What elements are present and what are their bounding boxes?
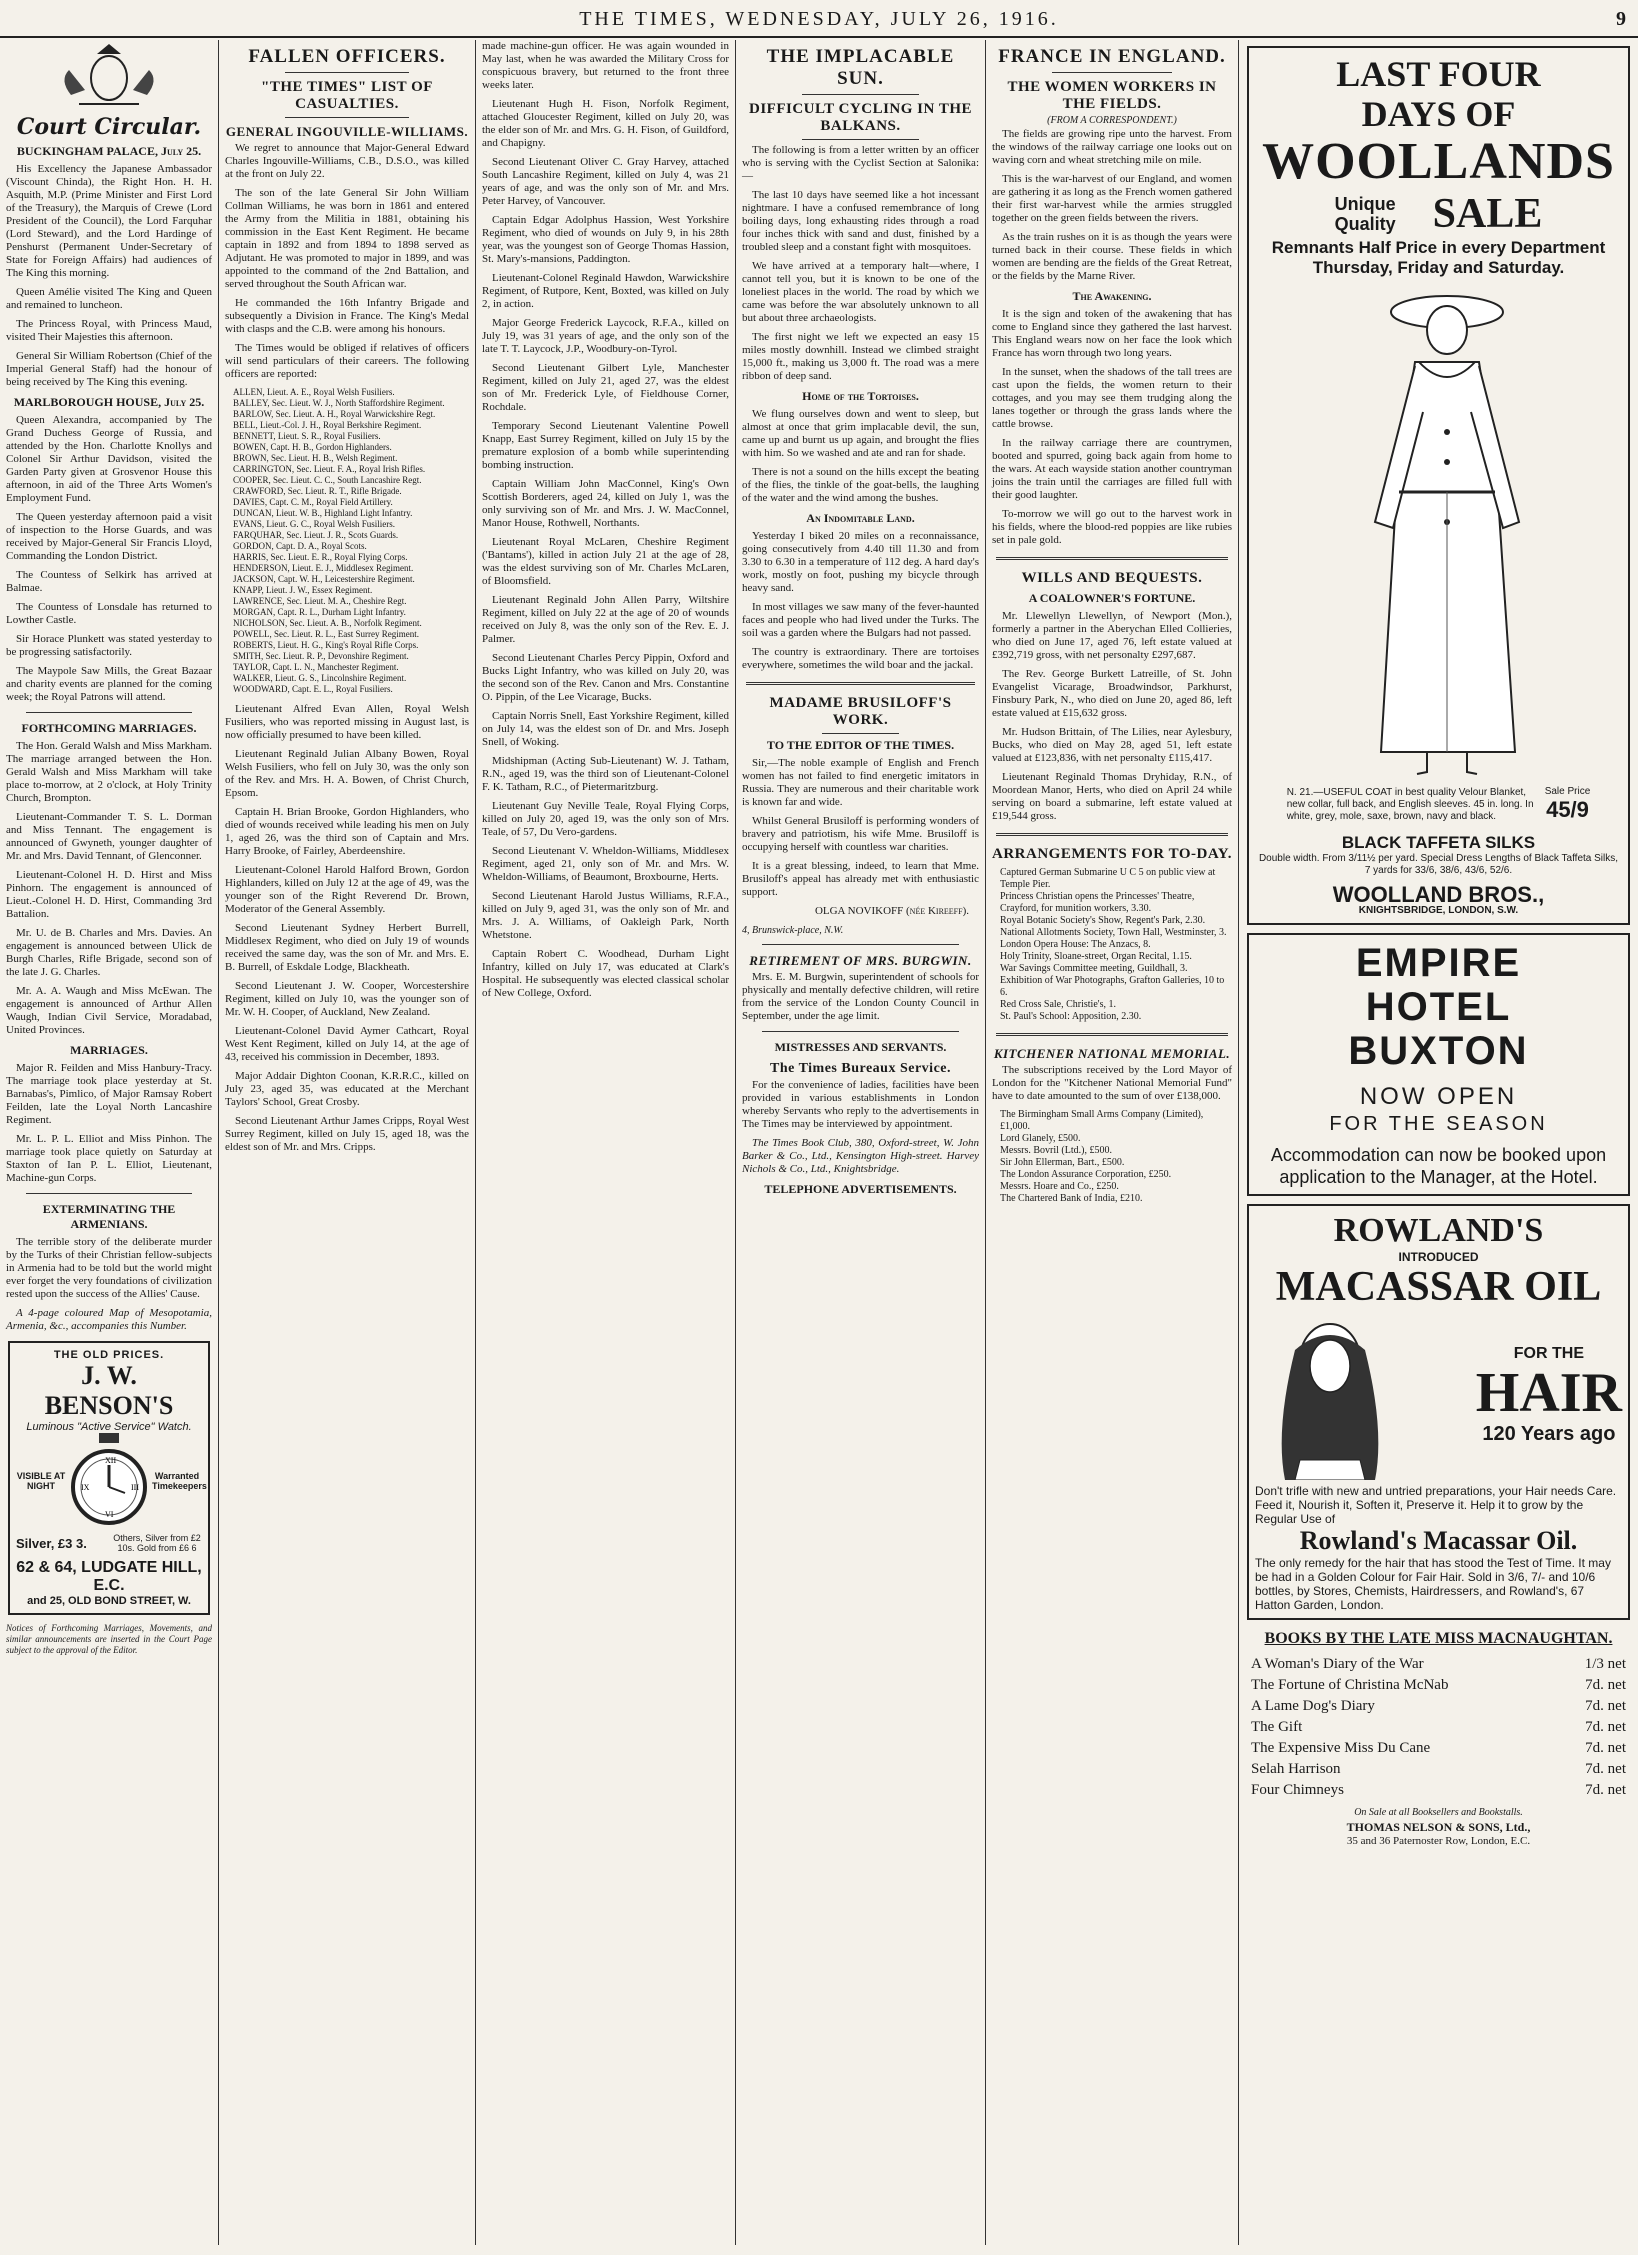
ad-years-ago: 120 Years ago <box>1482 1422 1616 1445</box>
paragraph: Queen Amélie visited The King and Queen and remained to luncheon. <box>6 286 212 311</box>
ad-address-2: and 25, OLD BOND STREET, W. <box>27 1595 191 1607</box>
paragraph: Second Lieutenant V. Wheldon-Williams, Middlesex Regiment, aged 21, only son of Mr. and Mrs. W. Wheldon-Williams, of Beaumont, Broxbourne, Herts. <box>482 845 729 883</box>
arrangements-heading: ARRANGEMENTS FOR TO-DAY. <box>992 846 1232 862</box>
ad-remnants: Remnants Half Price in every Department Thursday, Friday and Saturday. <box>1271 238 1606 277</box>
column-implacable-sun <box>736 40 985 2245</box>
paragraph: Captain Robert C. Woodhead, Durham Light Infantry, killed on July 17, was educated at Clark's Hospital. He subsequently was elected classical scholar of New College, Oxford. <box>482 948 729 999</box>
paragraph: Midshipman (Acting Sub-Lieutenant) W. J. Tatham, R.N., aged 19, was the third son of Lieutenant-Colonel F. K. Tatham, R.C., of Pietermaritzburg. <box>482 755 729 793</box>
paragraph: Mrs. E. M. Burgwin, superintendent of schools for physically and mentally defective children, will retire from the service of the London County Council in September, under the age limit. <box>742 971 979 1022</box>
paragraph: Second Lieutenant Gilbert Lyle, Manchester Regiment, killed on July 21, aged 27, was the eldest son of Mr. Frederick Lyle, of Fieldhouse Corner, Rochdale. <box>482 362 729 413</box>
paragraph: His Excellency the Japanese Ambassador (Viscount Chinda), the Right Hon. H. H. Asquith, M.P. (Prime Minister and First Lord of the Treasury), the Marquis of Crewe (Lord President of the Council), the Lord Farquhar (Lord Steward), and the Lord Hardinge of Penshurst (Permanent Under-Secretary of State for Foreign Affairs) had audiences of The King this morning. <box>6 163 212 279</box>
paragraph: We flung ourselves down and went to sleep, but almost at once that grim implacable devil, the sun, came up and burnt us up again, and brought the flies with him. So we washed and ate and ran for shade. <box>742 408 979 459</box>
paragraph: Lieutenant-Colonel Reginald Hawdon, Warwickshire Regiment, of Rutpore, Kent, Boxted, was killed on July 2, in action. <box>482 272 729 310</box>
ad-silver-price: Silver, £3 3. <box>16 1535 87 1551</box>
wills-heading: WILLS AND BEQUESTS. <box>1021 570 1203 586</box>
armenians-heading: EXTERMINATING THE ARMENIANS. <box>42 1202 176 1231</box>
ad-coat-description: N. 21.—USEFUL COAT in best quality Velour Blanket, new collar, full back, and English sleeves. 45 in. long. In white, grey, mole, saxe, brown, navy and black. <box>1286 787 1534 822</box>
notice-footnote: Notices of Forthcoming Marriages, Movements, and similar announcements are inserted in the Court Page subject to the approval of the Editor. <box>6 1623 212 1655</box>
paragraph: We regret to announce that Major-General Edward Charles Ingouville-Williams, C.B., D.S.O., was killed at the front on July 22. <box>225 142 469 180</box>
paragraph: The Countess of Lonsdale has returned to Lowther Castle. <box>6 601 212 626</box>
paragraph: Second Lieutenant Sydney Herbert Burrell, Middlesex Regiment, who died on July 19 of wounds received the same day, was the son of Mr. and Mrs. E. B. Burrell, of Eskdale Lodge, Blackheath. <box>225 922 469 973</box>
paragraph: Second Lieutenant J. W. Cooper, Worcestershire Regiment, killed on July 10, was the younger son of Mr. W. H. Cooper, of Auckland, New Zealand. <box>225 980 469 1018</box>
retirement-heading: RETIREMENT OF MRS. BURGWIN. <box>749 953 972 968</box>
book-row <box>1251 1780 1626 1801</box>
paragraph: Lieutenant Guy Neville Teale, Royal Flying Corps, killed on July 20, aged 19, was the only son of Mrs. Teale, of 57, Du Vero-gardens. <box>482 800 729 838</box>
paragraph: Captain H. Brian Brooke, Gordon Highlanders, who died of wounds received while leading his men on July 1, aged 26, was the third son of Captain and Mrs. Harry Brooke, of Fairley, Aberdeenshire. <box>225 806 469 857</box>
svg-text:XII: XII <box>105 1456 117 1465</box>
paragraph: Lieutenant Alfred Evan Allen, Royal Welsh Fusiliers, who was reported missing in August last, is now officially presumed to have been killed. <box>225 703 469 741</box>
woollands-sale-ad <box>1247 46 1630 925</box>
paragraph: Sir Horace Plunkett was stated yesterday to be progressing satisfactorily. <box>6 633 212 658</box>
paragraph: Lieutenant-Colonel H. D. Hirst and Miss Pinhorn. The engagement is announced of Lieut.-Colonel H. D. Hirst, Commanding 3rd Battalion. <box>6 869 212 920</box>
column-advertisements <box>1239 40 1638 2245</box>
book-title: Selah Harrison <box>1251 1761 1341 1777</box>
paragraph: Lieutenant Hugh H. Fison, Norfolk Regiment, attached Gloucester Regiment, killed on July 20, was the elder son of Mr. and Mrs. G. H. Fison, of Guildford, and Chapigny. <box>482 98 729 149</box>
paragraph: Mr. U. de B. Charles and Mrs. Davies. An engagement is announced between Ulick de Burgh Charles, Rifle Brigade, second son of the late J. G. Charles. <box>6 927 212 978</box>
book-title: The Gift <box>1251 1719 1303 1735</box>
column-france-in-england <box>986 40 1238 2245</box>
letter-address: 4, Brunswick-place, N.W. <box>742 925 844 936</box>
publisher-address: 35 and 36 Paternoster Row, London, E.C. <box>1346 1835 1531 1847</box>
paragraph: Second Lieutenant Harold Justus Williams, R.F.A., killed on July 9, aged 31, was the only son of Mr. and Mrs. J. A. Williams, of Oakleigh Park, North Whetstone. <box>482 890 729 941</box>
ad-buxton: BUXTON <box>1348 1029 1529 1073</box>
royal-crest-icon <box>49 40 169 110</box>
telephone-ads-heading: TELEPHONE ADVERTISEMENTS. <box>764 1182 957 1196</box>
letter-signature: OLGA NOVIKOFF (née Kireeff). <box>814 905 969 917</box>
ad-coat-price: 45/9 <box>1546 797 1589 822</box>
paragraph: Major George Frederick Laycock, R.F.A., killed on July 19, was 31 years of age, and the only son of the late T. T. Laycock, J.P., Woodbury-on-Tyrol. <box>482 317 729 355</box>
paragraph: The Times Book Club, 380, Oxford-street, W. John Barker & Co., Ltd., Kensington High-street. Harvey Nichols & Co., Ltd., Knightsbridge. <box>742 1137 979 1175</box>
indomitable-land-heading: An Indomitable Land. <box>806 511 915 525</box>
officers-list: ALLEN, Lieut. A. E., Royal Welsh Fusiliers. BALLEY, Sec. Lieut. W. J., North Staffordshire Regiment. BARLOW, Sec. Lieut. A. H., Royal Warwickshire Regt. BELL, Lieut.-Col. J. H., Royal Berkshire Regiment. BENNETT, Lieut. S. R., Royal Fusiliers. BOWEN, Capt. H. B., Gordon Highlanders. BROWN, Sec. Lieut. H. B., Welsh Regiment. CARRINGTON, Sec. Lieut. F. A., Royal Irish Rifles. COOPER, Sec. Lieut. C. C., South Lancashire Regt. CRAWFORD, Sec. Lieut. R. T., Rifle Brigade. DAVIES, Capt. C. M., Royal Field Artillery. DUNCAN, Lieut. W. B., Highland Light Infantry. EVANS, Lieut. G. C., Royal Welsh Fusiliers. FARQUHAR, Sec. Lieut. J. R., Scots Guards. GORDON, Capt. D. A., Royal Scots. HARRIS, Sec. Lieut. E. R., Royal Flying Corps. HENDERSON, Lieut. E. J., Middlesex Regiment. JACKSON, Capt. W. H., Leicestershire Regiment. KNAPP, Lieut. J. W., Essex Regiment. LAWRENCE, Sec. Lieut. M. A., Cheshire Regt. MORGAN, Capt. R. L., Durham Light Infantry. NICHOLSON, Sec. Lieut. A. B., Norfolk Regiment. POWELL, Sec. Lieut. R. L., East Surrey Regiment. ROBERTS, Lieut. H. G., King's Royal Rifle Corps. SMITH, Sec. Lieut. R. P., Devonshire Regiment. TAYLOR, Capt. L. N., Manchester Regiment. WALKER, Lieut. G. S., Lincolnshire Regiment. WOODWARD, Capt. E. L., Royal Fusiliers. <box>233 387 445 694</box>
ad-empire: EMPIRE <box>1355 941 1522 985</box>
book-price: 7d. net <box>1585 1761 1626 1777</box>
paragraph: Lieutenant Royal McLaren, Cheshire Regiment ('Bantams'), killed in action July 21 at the age of 28, was the eldest surviving son of Mr. Charles McLaren, of Bloomsfield. <box>482 536 729 587</box>
ad-hair: HAIR <box>1475 1361 1622 1424</box>
paragraph: Lieutenant Reginald Thomas Dryhiday, R.N., of Moordean Manor, Herts, who died on April 24 while serving on board a submarine, left estate valued at £19,544 gross. <box>992 771 1232 822</box>
marriages-heading: MARRIAGES. <box>70 1043 148 1057</box>
paragraph: Second Lieutenant Oliver C. Gray Harvey, attached South Lancashire Regiment, killed on July 4, was 21 years of age, and was the only son of Mr. and Mrs. Peter Harvey, of Vancouver. <box>482 156 729 207</box>
ad-visible-label: VISIBLE AT NIGHT <box>16 1471 66 1491</box>
page-number: 9 <box>1616 8 1626 30</box>
paragraph: It is a great blessing, indeed, to learn that Mme. Brusiloff's appeal has already met with enthusiastic support. <box>742 860 979 898</box>
ad-now-open: NOW OPEN <box>1359 1083 1518 1110</box>
paragraph: For the convenience of ladies, facilities have been provided in various establishments in London whereby Servants who reply to the advertisements in The Times may be interviewed by appointment. <box>742 1079 979 1130</box>
court-circular-heading: Court Circular. <box>16 114 202 140</box>
publisher-name: THOMAS NELSON & SONS, Ltd., <box>1346 1820 1531 1834</box>
ad-rowlands-text: Don't trifle with new and untried preparations, your Hair needs Care. Feed it, Nourish it, Soften it, Preserve it. Help it to grow by the Regular Use of <box>1255 1484 1617 1526</box>
paragraph: Yesterday I biked 20 miles on a reconnaissance, going consecutively from 4.40 till 11.30 and from 3.30 to 6.30 in a temperature of 112 deg. A hard day's work, mostly on foot, pushing my bicycle through heavy sand. <box>742 530 979 594</box>
paragraph: Lieutenant-Colonel David Aymer Cathcart, Royal West Kent Regiment, killed on July 14, at the age of 43, received his commission in December, 1893. <box>225 1025 469 1063</box>
paragraph: General Sir William Robertson (Chief of the Imperial General Staff) had the honour of being received by The King this evening. <box>6 350 212 388</box>
subscriptions-list: The Birmingham Small Arms Company (Limited), £1,000. Lord Glanely, £500. Messrs. Bovril (Ltd.), £500. Sir John Ellerman, Bart., £500. The London Assurance Corporation, £250. Messrs. Hoare and Co., £250. The Chartered Bank of India, £210. <box>1000 1109 1204 1204</box>
brusiloff-heading: MADAME BRUSILOFF'S WORK. <box>769 695 952 728</box>
lady-with-long-hair-illustration-icon <box>1255 1310 1405 1480</box>
paragraph: Lieutenant Reginald Julian Albany Bowen, Royal Welsh Fusiliers, who fell on July 30, was the only son of the Rev. and Mrs. H. A. Bowen, of Christ Church, Epsom. <box>225 748 469 799</box>
book-title: A Lame Dog's Diary <box>1251 1698 1375 1714</box>
book-title: The Expensive Miss Du Cane <box>1251 1740 1431 1756</box>
paragraph: The country is extraordinary. There are tortoises everywhere, sometimes the wild boar and the jackal. <box>742 646 979 671</box>
cycling-subheading: DIFFICULT CYCLING IN THE BALKANS. <box>748 101 973 134</box>
paragraph: As the train rushes on it is as though the years were turned back in their course. These fields in which women are bending are the fields of the Great Retreat, or the fields by the Marne River. <box>992 231 1232 282</box>
book-price: 7d. net <box>1585 1740 1626 1756</box>
rowlands-macassar-ad <box>1247 1204 1630 1620</box>
book-row <box>1251 1675 1626 1696</box>
paragraph: The following is from a letter written by an officer who is serving with the Cyclist Section at Salonika:— <box>742 144 979 182</box>
paragraph: Captain Edgar Adolphus Hassion, West Yorkshire Regiment, who died of wounds on July 9, in his 28th year, was the youngest son of George Thomas Hassion, St. Mary's-mansions, Paddington. <box>482 214 729 265</box>
column-officers-continued <box>476 40 735 2245</box>
paragraph: The Times would be obliged if relatives of officers will send particulars of their careers. The following officers are reported: <box>225 342 469 380</box>
buckingham-heading: BUCKINGHAM PALACE, July 25. <box>16 144 202 158</box>
paragraph: The first night we left we expected an easy 15 miles mostly downhill. Instead we climbed straight 15,000 ft., making us 3,000 ft. The road was a mere ribbon of deep sand. <box>742 331 979 382</box>
ad-taffeta-heading: BLACK TAFFETA SILKS <box>1341 833 1536 852</box>
paragraph: Lieutenant Reginald John Allen Parry, Wiltshire Regiment, killed on July 22 at the age of 20 of wounds received on July 8, was the only son of the Rev. E. J. Palmer. <box>482 594 729 645</box>
book-row <box>1251 1738 1626 1759</box>
france-heading: FRANCE IN ENGLAND. <box>998 46 1226 67</box>
ad-other-prices: Others, Silver from £2 10s. Gold from £6 6 <box>113 1533 201 1553</box>
book-price: 7d. net <box>1585 1719 1626 1735</box>
ad-brand: J. W. BENSON'S <box>44 1361 174 1420</box>
ad-for-the-season: FOR THE SEASON <box>1329 1113 1548 1135</box>
casualties-subheading: "THE TIMES" LIST OF CASUALTIES. <box>261 79 433 112</box>
paragraph: The Princess Royal, with Princess Maud, visited Their Majesties this afternoon. <box>6 318 212 343</box>
paragraph: made machine-gun officer. He was again wounded in May last, when he was awarded the Military Cross for conspicuous bravery, but returned to the front three weeks later. <box>482 40 729 91</box>
paragraph: Mr. A. A. Waugh and Miss McEwan. The engagement is announced of Arthur Allen Waugh, Indian Civil Service, Moradabad, United Provinces. <box>6 985 212 1036</box>
coalowner-subheading: A COALOWNER'S FORTUNE. <box>1028 591 1196 605</box>
svg-text:VI: VI <box>105 1510 114 1519</box>
ad-hotel: HOTEL <box>1365 985 1512 1029</box>
editor-letter-heading: TO THE EDITOR OF THE TIMES. <box>766 738 955 752</box>
mistresses-heading: MISTRESSES AND SERVANTS. <box>774 1040 947 1054</box>
paragraph: The Maypole Saw Mills, the Great Bazaar and charity events are planned for the coming week; the Royal Patrons will attend. <box>6 665 212 703</box>
women-workers-subheading: THE WOMEN WORKERS IN THE FIELDS. <box>1007 79 1217 112</box>
book-price: 7d. net <box>1585 1782 1626 1798</box>
correspondent-byline: (FROM A CORRESPONDENT.) <box>1047 115 1177 126</box>
column-court-circular <box>0 40 218 2245</box>
paragraph: The fields are growing ripe unto the harvest. From the windows of the railway carriage one looks out on waving corn and wheat stretching mile on mile. <box>992 128 1232 166</box>
paragraph: He commanded the 16th Infantry Brigade and subsequently a Division in France. The King's Medal with clasps and the C.B. were among his honours. <box>225 297 469 335</box>
paragraph: A 4-page coloured Map of Mesopotamia, Armenia, &c., accompanies this Number. <box>6 1307 212 1332</box>
paragraph: We have arrived at a temporary halt—where, I cannot tell you, but it is known to be one of the loneliest places in the world. The road by which we came was before the war absolutely unknown to all but about three archaeologists. <box>742 260 979 324</box>
ad-address-1: 62 & 64, LUDGATE HILL, E.C. <box>16 1559 202 1594</box>
books-heading: BOOKS BY THE LATE MISS MACNAUGHTAN. <box>1264 1630 1613 1647</box>
paragraph: In most villages we saw many of the fever-haunted faces and people who had lived under the Turks. The soil was a garden where the Bulgars had not passed. <box>742 601 979 639</box>
book-price: 7d. net <box>1585 1677 1626 1693</box>
paragraph: Lieutenant-Colonel Harold Halford Brown, Gordon Highlanders, killed on July 12 at the age of 49, was the younger son of the Right Reverend Dr. Brown, Moderator of the General Assembly. <box>225 864 469 915</box>
paragraph: The Rev. George Burkett Latreille, of St. John Evangelist Vicarage, Broadwindsor, Parkhurst, Finsbury Park, N., who died on June 20, aged 86, left estate valued at £15,632 gross. <box>992 668 1232 719</box>
ad-introduced: INTRODUCED <box>1398 1250 1479 1264</box>
paragraph: Captain William John MacConnel, King's Own Scottish Borderers, aged 24, killed on July 1, was the only surviving son of Mr. and Mrs. J. W. MacConnel, Manor House, Rothwell, Northants. <box>482 478 729 529</box>
paragraph: Second Lieutenant Arthur James Cripps, Royal West Surrey Regiment, killed on July 15, aged 18, was the eldest son of Mr. and Mrs. Cripps. <box>225 1115 469 1153</box>
bureaux-subheading: The Times Bureaux Service. <box>770 1061 951 1076</box>
paragraph: Lieutenant-Commander T. S. L. Dorman and Miss Tennant. The engagement is announced of Gwyneth, younger daughter of Mr. and Mrs. David Tennant, of Glenconner. <box>6 811 212 862</box>
ad-sale-word: SALE <box>1432 191 1543 237</box>
column-fallen-officers <box>219 40 475 2245</box>
general-heading: GENERAL INGOUVILLE-WILLIAMS. <box>225 124 469 139</box>
benson-watch-ad <box>8 1341 210 1615</box>
ad-for-the: FOR THE <box>1513 1344 1584 1362</box>
paragraph: Mr. L. P. L. Elliot and Miss Pinhon. The marriage took place quietly on Saturday at Staxton of Ian P. L. Elliot, Lieutenant, Machine-gun Corps. <box>6 1133 212 1184</box>
book-price: 1/3 net <box>1584 1656 1626 1672</box>
ad-last-four: LAST FOUR <box>1336 54 1541 94</box>
ad-warranted-label: Warranted Timekeepers <box>152 1471 207 1491</box>
paragraph: Sir,—The noble example of English and French women has not failed to find energetic imitators in Russia. They are numerous and their charitable work is known far and wide. <box>742 757 979 808</box>
ad-woollands-bros: WOOLLAND BROS., <box>1332 882 1545 907</box>
ad-woollands-brand: WOOLLANDS <box>1262 133 1615 190</box>
book-row <box>1251 1759 1626 1780</box>
paragraph: The last 10 days have seemed like a hot incessant nightmare. I have a confused remembrance of long boiling days, long exhausting rides through a road four inches thick with sand and dust, finished by a troubled sleep and a constant fight with mosquitoes. <box>742 189 979 253</box>
ad-rowlands-text-2: The only remedy for the hair that has stood the Test of Time. It may be had in a Golden Colour for Fair Hair. Sold in 3/6, 7/- and 10/6 bottles, by Stores, Chemists, Hairdressers, and Rowland's, 67 Hatton Garden, London. <box>1255 1556 1611 1612</box>
paragraph: There is not a sound on the hills except the beating of the flies, the tinkle of the goat-bells, the laughing of the water and the wind among the bushes. <box>742 466 979 504</box>
paragraph: The Countess of Selkirk has arrived at Balmae. <box>6 569 212 594</box>
paragraph: It is the sign and token of the awakening that has come to England since they gathered the last harvest. This England wears now on her face the look which France has worn through two long years. <box>992 308 1232 359</box>
book-title: A Woman's Diary of the War <box>1251 1656 1424 1672</box>
paragraph: Captain Norris Snell, East Yorkshire Regiment, killed on July 14, was the eldest son of Dr. and Mrs. Joseph Snell, of Woking. <box>482 710 729 748</box>
awakening-heading: The Awakening. <box>1072 289 1152 303</box>
books-on-sale: On Sale at all Booksellers and Bookstalls. <box>1354 1807 1523 1818</box>
ad-woollands-address: KNIGHTSBRIDGE, LONDON, S.W. <box>1358 905 1519 916</box>
svg-text:III: III <box>131 1483 139 1492</box>
forthcoming-marriages-heading: FORTHCOMING MARRIAGES. <box>21 721 197 735</box>
fallen-officers-heading: FALLEN OFFICERS. <box>248 46 446 67</box>
ad-rowlands-product: Rowland's Macassar Oil. <box>1299 1526 1578 1555</box>
paragraph: The terrible story of the deliberate murder by the Turks of their Christian fellow-subjects in Armenia had to be told but the world might ever forget the very foundations of civilization rested upon the success of the Allies' Cause. <box>6 1236 212 1300</box>
ad-rowlands: ROWLAND'S <box>1333 1212 1544 1249</box>
paragraph: The Queen yesterday afternoon paid a visit of inspection to the Horse Guards, and was received by Major-General Sir Francis Lloyd, Commanding the London District. <box>6 511 212 562</box>
paragraph: Queen Alexandra, accompanied by The Grand Duchess George of Russia, and attended by the Hon. Charlotte Knollys and Colonel Sir Arthur Davidson, visited the Garden Party given at Grosvenor House this afternoon, in aid of the Three Arts Women's Employment Fund. <box>6 414 212 504</box>
masthead <box>0 0 1638 38</box>
ad-top-line: THE OLD PRICES. <box>53 1349 165 1361</box>
book-price: 7d. net <box>1585 1698 1626 1714</box>
paragraph: This is the war-harvest of our England, and women are gathering it as long as the French women gathered their first war-harvest while the armies struggled together on the green fields between the rivers. <box>992 173 1232 224</box>
ad-unique-quality: Unique Quality <box>1334 194 1396 234</box>
paragraph: To-morrow we will go out to the harvest work in his fields, where the blood-red poppies are like rubies set in pale gold. <box>992 508 1232 546</box>
book-row <box>1251 1717 1626 1738</box>
paragraph: The subscriptions received by the Lord Mayor of London for the "Kitchener National Memorial Fund" have to date amounted to the sum of over £138,000. <box>992 1064 1232 1102</box>
home-tortoises-heading: Home of the Tortoises. <box>802 389 919 403</box>
paragraph: In the railway carriage there are countrymen, booted and spurred, going back again from home to the wars. At each wayside station another countryman joins the train until the carriages are filled full with their good laughter. <box>992 437 1232 501</box>
marlborough-heading: MARLBOROUGH HOUSE, July 25. <box>13 395 205 409</box>
ad-tagline: Luminous "Active Service" Watch. <box>26 1421 192 1433</box>
paragraph: Mr. Hudson Brittain, of The Lilies, near Aylesbury, Bucks, who died on May 28, aged 51, left estate valued at £123,836, with net personalty £115,417. <box>992 726 1232 764</box>
ad-days-of: DAYS OF <box>1361 94 1516 134</box>
paragraph: In the sunset, when the shadows of the tall trees are cast upon the fields, the women return to their cottages, and you may see them trudging along the lanes together or through the grass lands where the cattle browse. <box>992 366 1232 430</box>
book-row <box>1251 1654 1626 1675</box>
ad-sale-price-label: Sale Price <box>1544 786 1591 797</box>
books-list <box>1247 1654 1630 1801</box>
book-row <box>1251 1696 1626 1717</box>
paragraph: Major R. Feilden and Miss Hanbury-Tracy. The marriage took place yesterday at St. Barnabas's, Pimlico, of Major Ramsay Robert Feilden, late the Loyal North Lancashire Regiment. <box>6 1062 212 1126</box>
watch-icon <box>69 1433 149 1529</box>
paragraph: Mr. Llewellyn Llewellyn, of Newport (Mon.), formerly a partner in the Aberychan Elled Collieries, who died on June 17, aged 76, left estate valued at £392,719 gross, with net personalty £297,687. <box>992 610 1232 661</box>
implacable-sun-heading: THE IMPLACABLE SUN. <box>766 46 955 89</box>
empire-hotel-ad <box>1247 933 1630 1196</box>
newspaper-title: THE TIMES, WEDNESDAY, JULY 26, 1916. <box>579 8 1059 30</box>
paragraph: Whilst General Brusiloff is performing wonders of bravery and patriotism, his wife Mme. Brusiloff is occupying herself with countless war charities. <box>742 815 979 853</box>
paragraph: Second Lieutenant Charles Percy Pippin, Oxford and Bucks Light Infantry, who was killed on July 20, was the second son of the Rev. Canon and Mrs. Constantine O. Pippin, of the Lee Vicarage, Bucks. <box>482 652 729 703</box>
ad-taffeta-text: Double width. From 3/11½ per yard. Special Dress Lengths of Black Taffeta Silks, 7 yards for 33/6, 38/6, 43/6, 52/6. <box>1258 853 1619 876</box>
paragraph: Temporary Second Lieutenant Valentine Powell Knapp, East Surrey Regiment, killed on July 15 by the premature explosion of a bomb while superintending bombing instruction. <box>482 420 729 471</box>
paragraph: The Hon. Gerald Walsh and Miss Markham. The marriage arranged between the Hon. Gerald Walsh and Miss Markham will take place to-morrow, at 2 o'clock, at Holy Trinity Church, Brompton. <box>6 740 212 804</box>
woman-in-coat-illustration-icon <box>1319 282 1559 782</box>
paragraph: Major Addair Dighton Coonan, K.R.R.C., killed on July 23, aged 35, was educated at the Merchant Taylors' School, Great Crosby. <box>225 1070 469 1108</box>
book-title: The Fortune of Christina McNab <box>1251 1677 1449 1693</box>
arrangements-list: Captured German Submarine U C 5 on public view at Temple Pier. Princess Christian opens the Princesses' Theatre, Crayford, for munition workers, 3.30. Royal Botanic Society's Show, Regent's Park, 2.30. National Allotments Society, Town Hall, Westminster, 3. London Opera House: The Anzacs, 8. Holy Trinity, Sloane-street, Organ Recital, 1.15. War Savings Committee meeting, Guildhall, 3. Exhibition of War Photographs, Grafton Galleries, 10 to 6. Red Cross Sale, Christie's, 1. St. Paul's School: Apposition, 2.30. <box>1000 867 1227 1022</box>
kitchener-heading: KITCHENER NATIONAL MEMORIAL. <box>993 1046 1231 1061</box>
book-title: Four Chimneys <box>1251 1782 1344 1798</box>
ad-macassar: MACASSAR OIL <box>1275 1264 1602 1310</box>
svg-text:IX: IX <box>81 1483 90 1492</box>
paragraph: The son of the late General Sir John William Collman Williams, he was born in 1861 and entered the Army from the Militia in 1881, obtaining his commission in the East Kent Regiment. He became captain in 1892 and from 1894 to 1898 served as Adjutant. He was promoted to major in 1899, and was appointed to the command of the 2nd Battalion, and served throughout the South African war. <box>225 187 469 290</box>
ad-accommodation: Accommodation can now be booked upon application to the Manager, at the Hotel. <box>1270 1145 1607 1187</box>
